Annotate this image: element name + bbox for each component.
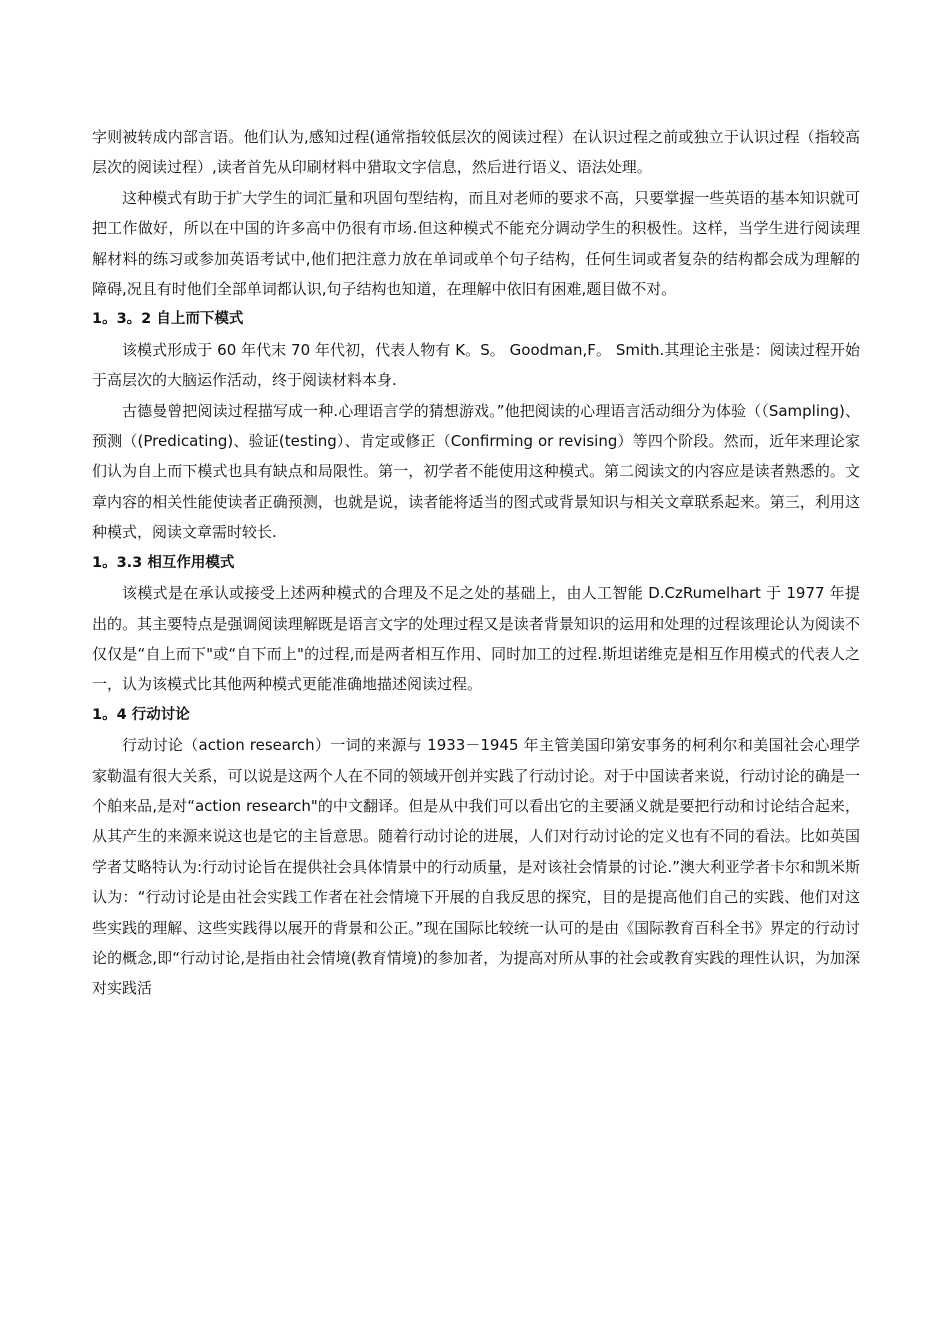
section-heading-interactive: 1。3.3 相互作用模式 [92,554,235,571]
paragraph-action-research: 行动讨论（action research）一词的来源与 1933－1945 年主管美国印第安事务的柯利尔和美国社会心理学家勒温有很大关系，可以说是这两个人在不同的领域开创并实践了行动讨论。对于中国读者来说，行动讨论的确是一个舶来品,是对“action research"的中文翻译。但是从中我们可以看出它的主要涵义就是要把行动和讨论结合起来，从其产生的来源来说这也是它的主旨意思。随着行动讨论的进展，人们对行动讨论的定义也有不同的看法。比如英国学者艾略特认为:行动讨论旨在提供社会具体情景中的行动质量，是对该社会情景的讨论.”澳大利亚学者卡尔和凯米斯认为：“行动讨论是由社会实践工作者在社会情境下开展的自我反思的探究，目的是提高他们自己的实践、他们对这些实践的理解、这些实践得以展开的背景和公正。”现在国际比较统一认可的是由《国际教育百科全书》界定的行动讨论的概念,即“行动讨论,是指由社会情境(教育情境)的参加者，为提高对所从事的社会或教育实践的理性认识，为加深对实践活 [92,736,860,998]
section-heading-top-down: 1。3。2 自上而下模式 [92,311,244,328]
paragraph-goodman-stages: 古德曼曾把阅读过程描写成一种.心理语言学的猜想游戏。”他把阅读的心理语言活动细分为体验（（Sampling)、预测（(Predicating)、验证(testing）、肯定或修正（Confirming or revising）等四个阶段。然而，近年来理论家们认为自上而下模式也具有缺点和局限性。第一，初学者不能使用这种模式。第二阅读文的内容应是读者熟悉的。文章内容的相关性能使读者正确预测，也就是说，读者能将适当的图式或背景知识与相关文章联系起来。第三，利用这种模式，阅读文章需时较长. [92,401,860,542]
paragraph-bottom-up-evaluation: 这种模式有助于扩大学生的词汇量和巩固句型结构，而且对老师的要求不高，只要掌握一些英语的基本知识就可把工作做好，所以在中国的许多高中仍很有市场.但这种模式不能充分调动学生的积极性。这样，当学生进行阅读理解材料的练习或参加英语考试中,他们把注意力放在单词或单个句子结构，任何生词或者复杂的结构都会成为理解的障碍,况且有时他们全部单词都认识,句子结构也知道，在理解中依旧有困难,题目做不对。 [92,188,860,299]
section-heading-action-research: 1。4 行动讨论 [92,706,190,723]
paragraph-interactive-model: 该模式是在承认或接受上述两种模式的合理及不足之处的基础上，由人工智能 D.CzRumelhart 于 1977 年提出的。其主要特点是强调阅读理解既是语言文字的处理过程又是读者背景知识的运用和处理的过程该理论认为阅读不仅仅是“自上而下"或“自下而上"的过程,而是两者相互作用、同时加工的过程.斯坦诺维克是相互作用模式的代表人之一，认为该模式比其他两种模式更能准确地描述阅读过程。 [92,584,860,694]
document-body [92,122,860,1004]
paragraph-top-down-origin: 该模式形成于 60 年代末 70 年代初，代表人物有 K。S。 Goodman,F。 Smith.其理论主张是：阅读过程开始于高层次的大脑运作活动，终于阅读材料本身. [92,340,860,390]
paragraph-perception-process: 字则被转成内部言语。他们认为,感知过程(通常指较低层次的阅读过程）在认识过程之前或独立于认识过程（指较高层次的阅读过程）,读者首先从印刷材料中猎取文字信息，然后进行语义、语法处理。 [92,128,860,177]
